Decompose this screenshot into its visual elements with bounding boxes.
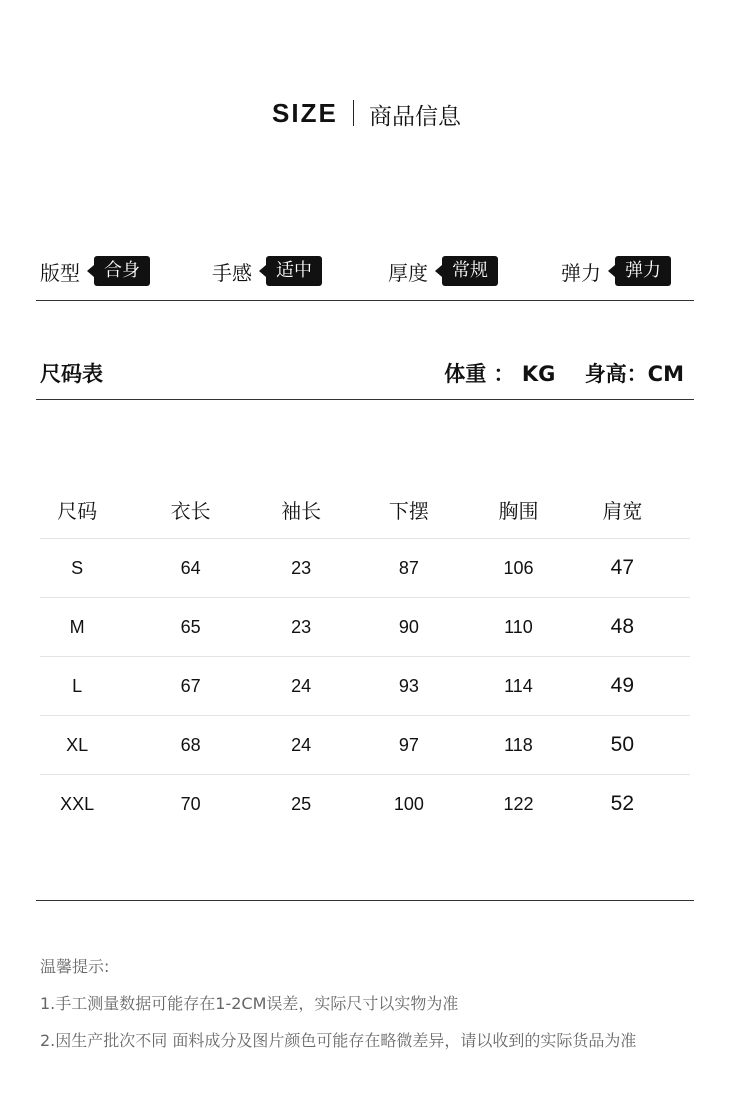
table-cell: 50 [610, 733, 635, 756]
table-row [40, 774, 690, 833]
table-cell: 100 [393, 793, 424, 814]
table-cell: 25 [291, 793, 312, 814]
table-cell: 118 [504, 734, 533, 755]
table-header [40, 480, 690, 538]
notes-title: 温馨提示: [40, 957, 110, 976]
title-english: SIZE [272, 98, 338, 128]
weight-unit: 体重 ： KG [444, 362, 556, 386]
height-unit: 身高：CM [584, 362, 684, 386]
table-cell: 52 [610, 792, 635, 815]
table-cell: XL [66, 734, 89, 755]
attribute-thickness [388, 256, 498, 286]
column-header: 胸围 [498, 498, 539, 523]
table-cell: 90 [398, 616, 419, 637]
attribute-fit [40, 256, 150, 286]
table-cell: 47 [610, 556, 635, 579]
table-cell: 93 [398, 675, 419, 696]
table-row [40, 597, 690, 656]
title-divider [353, 100, 354, 126]
table-cell: 122 [503, 793, 534, 814]
column-header: 衣长 [170, 498, 211, 523]
attribute-tag: 适中 [266, 256, 322, 286]
attribute-elasticity [561, 256, 671, 286]
table-cell: 65 [180, 616, 201, 637]
table-cell: 23 [291, 616, 312, 637]
attribute-row [0, 256, 730, 290]
divider-chart-header [36, 399, 694, 400]
table-cell: 110 [504, 616, 533, 637]
table-cell: M [69, 616, 85, 637]
attribute-tag: 合身 [94, 256, 150, 286]
table-row [40, 538, 690, 597]
table-cell: 48 [610, 615, 635, 638]
table-cell: 64 [180, 557, 201, 578]
column-header: 肩宽 [602, 498, 643, 523]
column-header: 下摆 [388, 498, 429, 523]
attribute-label: 厚度 [388, 260, 428, 285]
attribute-tag: 常规 [442, 256, 498, 286]
note-line: 1.手工测量数据可能存在1-2CM误差，实际尺寸以实物为准 [40, 994, 459, 1013]
table-cell: 70 [180, 793, 201, 814]
attribute-label: 手感 [212, 260, 252, 285]
table-cell: 67 [180, 675, 201, 696]
table-cell: 97 [398, 734, 419, 755]
column-header: 尺码 [57, 498, 98, 523]
table-cell: 87 [398, 557, 419, 578]
table-cell: 68 [180, 734, 201, 755]
size-table [40, 480, 690, 833]
table-row [40, 656, 690, 715]
unit-legend [440, 358, 684, 388]
table-cell: 49 [610, 674, 635, 697]
table-cell: 24 [291, 675, 312, 696]
table-cell: L [72, 675, 83, 696]
page-header [0, 96, 730, 132]
title-chinese: 商品信息 [369, 104, 461, 130]
notes-section [40, 954, 636, 1065]
attribute-label: 弹力 [561, 260, 601, 285]
size-chart-title: 尺码表 [40, 362, 103, 386]
table-cell: 24 [291, 734, 312, 755]
table-cell: 23 [291, 557, 312, 578]
table-cell: 106 [503, 557, 534, 578]
column-header: 袖长 [281, 498, 322, 523]
divider-table-bottom [36, 900, 694, 901]
table-row [40, 715, 690, 774]
table-cell: S [71, 557, 84, 578]
table-cell: 114 [504, 675, 533, 696]
attribute-tag: 弹力 [615, 256, 671, 286]
note-line: 2.因生产批次不同 面料成分及图片颜色可能存在略微差异，请以收到的实际货品为准 [40, 1031, 637, 1050]
divider-attributes [36, 300, 694, 301]
table-cell: XXL [60, 793, 95, 814]
attribute-feel [212, 256, 322, 286]
attribute-label: 版型 [40, 260, 80, 285]
